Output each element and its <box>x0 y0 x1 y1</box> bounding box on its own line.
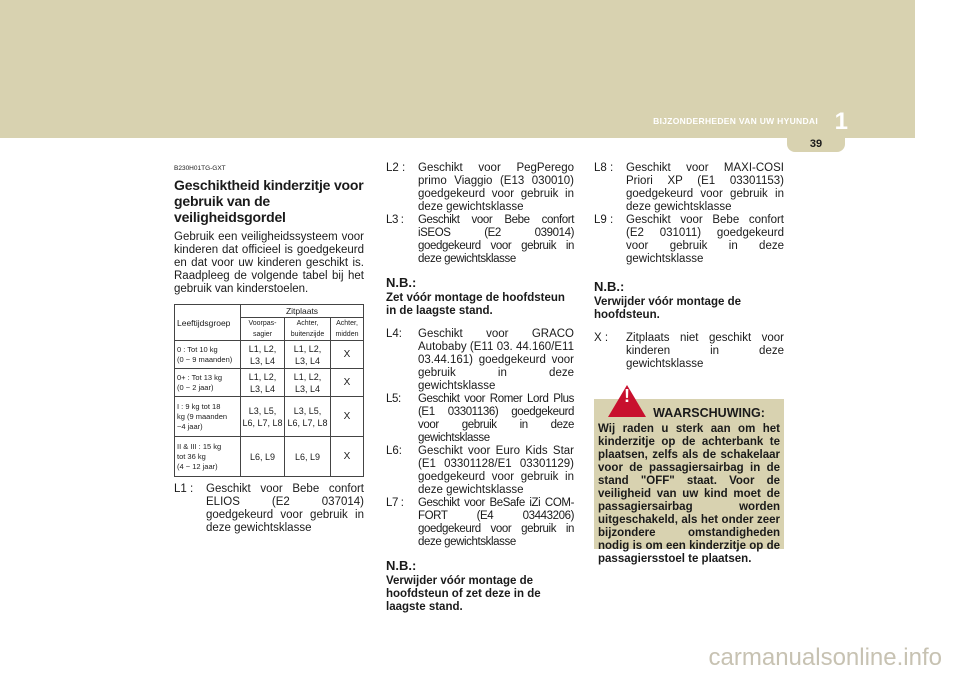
list-item-l3 <box>386 214 574 266</box>
row-middle: X <box>331 437 364 477</box>
section-title: Geschiktheid kinderzitje voor gebruik van de veiligheidsgordel <box>174 177 364 225</box>
chapter-title: BIJZONDERHEDEN VAN UW HYUNDAI <box>653 116 818 126</box>
header-rear-outer: Achter, buitenzijde <box>285 318 331 341</box>
row-outer: L1, L2, L3, L4 <box>285 369 331 397</box>
list-tag: L4: <box>386 328 402 340</box>
list-text: Geschikt voor Bebe confort iSEOS (E2 039014) goedgekeurd voor gebruik in deze gewichtsklasse <box>418 214 574 265</box>
watermark: carmanualsonline.info <box>708 644 942 671</box>
list-item-l7 <box>386 497 574 549</box>
list-tag: L5: <box>386 393 401 405</box>
list-item-l5 <box>386 393 574 445</box>
note-label: N.B.: <box>386 275 417 290</box>
list-text: Geschikt voor BeSafe iZi COM-FORT (E4 03443206) goedgekeurd voor gebruik in deze gewichtsklasse <box>418 497 574 548</box>
row-front: L6, L9 <box>241 437 285 477</box>
column-right <box>594 162 784 565</box>
header-seat: Zitplaats <box>241 305 364 318</box>
list-tag: L2 : <box>386 162 406 174</box>
note-text: Verwijder vóór montage de hoofdsteun of zet deze in de laagste stand. <box>386 575 541 613</box>
column-middle <box>386 162 574 624</box>
row-age: 0+ : Tot 13 kg (0 ~ 2 jaar) <box>175 369 241 397</box>
column-left <box>174 162 364 535</box>
row-outer: L3, L5, L6, L7, L8 <box>285 397 331 437</box>
list-text: Geschikt voor Bebe confort (E2 031011) goedgekeurd voor gebruik in deze gewichtsklasse <box>626 214 784 265</box>
row-outer: L1, L2, L3, L4 <box>285 341 331 369</box>
section-code: B230H01TG-GXT <box>174 165 226 172</box>
note-label: N.B.: <box>594 279 625 294</box>
page-number: 39 <box>809 138 823 150</box>
row-front: L1, L2, L3, L4 <box>241 341 285 369</box>
list-text: Geschikt voor GRACO Autobaby (E11 03. 44.160/E11 03.44.161) goedgekeurd voor gebruik in deze gewichtsklasse <box>418 328 574 392</box>
note-label: N.B.: <box>386 558 417 573</box>
header-front-passenger: Voorpas- sagier <box>241 318 285 341</box>
list-tag: L6: <box>386 445 402 457</box>
list-item-l8 <box>594 162 784 214</box>
table-row <box>175 369 364 397</box>
list-item-l9 <box>594 214 784 266</box>
list-tag: L1 : <box>174 483 194 495</box>
table-row <box>175 341 364 369</box>
row-middle: X <box>331 397 364 437</box>
warning-title: WAARSCHUWING: <box>653 406 765 420</box>
row-age: I : 9 kg tot 18 kg (9 maanden ~4 jaar) <box>175 397 241 437</box>
row-middle: X <box>331 341 364 369</box>
list-item-l1 <box>174 483 364 535</box>
note-text: Zet vóór montage de hoofdsteun in de laagste stand. <box>386 292 565 317</box>
table-row <box>175 397 364 437</box>
header-age-group: Leeftijdsgroep <box>175 305 241 341</box>
list-text: Geschikt voor Euro Kids Star (E1 03301128/E1 03301129) goedgekeurd voor gebruik in deze gewichtsklasse <box>418 445 574 496</box>
list-tag: X : <box>594 332 609 344</box>
warning-body: Wij raden u sterk aan om het kinderzitje op de achterbank te plaatsen, zelfs als de schakelaar voor de passagiersairbag in de stand "OFF" staat. Voor de veiligheid van uw kind moet de passagiersairbag worden uitgeschakeld, als het onder zeer bijzondere omstandigheden nodig is om een kinderzitje op de passagiersstoel te plaatsen. <box>598 423 780 565</box>
list-tag: L7 : <box>386 497 404 509</box>
list-text: Geschikt voor PegPerego primo Viaggio (E13 030010) goedgekeurd voor gebruik in deze gewichtsklasse <box>418 162 574 213</box>
chapter-number: 1 <box>834 108 848 135</box>
intro-paragraph: Gebruik een veiligheidssysteem voor kinderen dat officieel is goedgekeurd en dat voor uw kinderen geschikt is. Raadpleeg de volgende tabel bij het gebruik van kinderstoelen. <box>174 231 364 295</box>
list-tag: L8 : <box>594 162 614 174</box>
list-item-l4 <box>386 328 574 393</box>
row-age: II & III : 15 kg tot 36 kg (4 ~ 12 jaar) <box>175 437 241 477</box>
list-text: Zitplaats niet geschikt voor kinderen in deze gewichtsklasse <box>626 332 784 370</box>
row-front: L1, L2, L3, L4 <box>241 369 285 397</box>
note-text: Verwijder vóór montage de hoofdsteun. <box>594 296 741 321</box>
row-age: 0 : Tot 10 kg (0 ~ 9 maanden) <box>175 341 241 369</box>
list-text: Geschikt voor Romer Lord Plus (E1 03301136) goedgekeurd voor gebruik in deze gewichtsklasse <box>418 393 574 444</box>
row-outer: L6, L9 <box>285 437 331 477</box>
list-item-l6 <box>386 445 574 497</box>
list-tag: L3 : <box>386 214 404 226</box>
list-text: Geschikt voor Bebe confort ELIOS (E2 037014) goedgekeurd voor gebruik in deze gewichtsklasse <box>206 483 364 534</box>
list-tag: L9 : <box>594 214 614 226</box>
list-item-x <box>594 332 784 371</box>
warning-box <box>594 386 784 565</box>
list-item-l2 <box>386 162 574 214</box>
list-text: Geschikt voor MAXI-COSI Priori XP (E1 03301153) goedgekeurd voor gebruik in deze gewichtsklasse <box>626 162 784 213</box>
header-rear-middle: Achter, midden <box>331 318 364 341</box>
row-middle: X <box>331 369 364 397</box>
row-front: L3, L5, L6, L7, L8 <box>241 397 285 437</box>
table-row <box>175 437 364 477</box>
exclamation-icon: ! <box>624 386 630 406</box>
seat-suitability-table <box>174 304 364 477</box>
